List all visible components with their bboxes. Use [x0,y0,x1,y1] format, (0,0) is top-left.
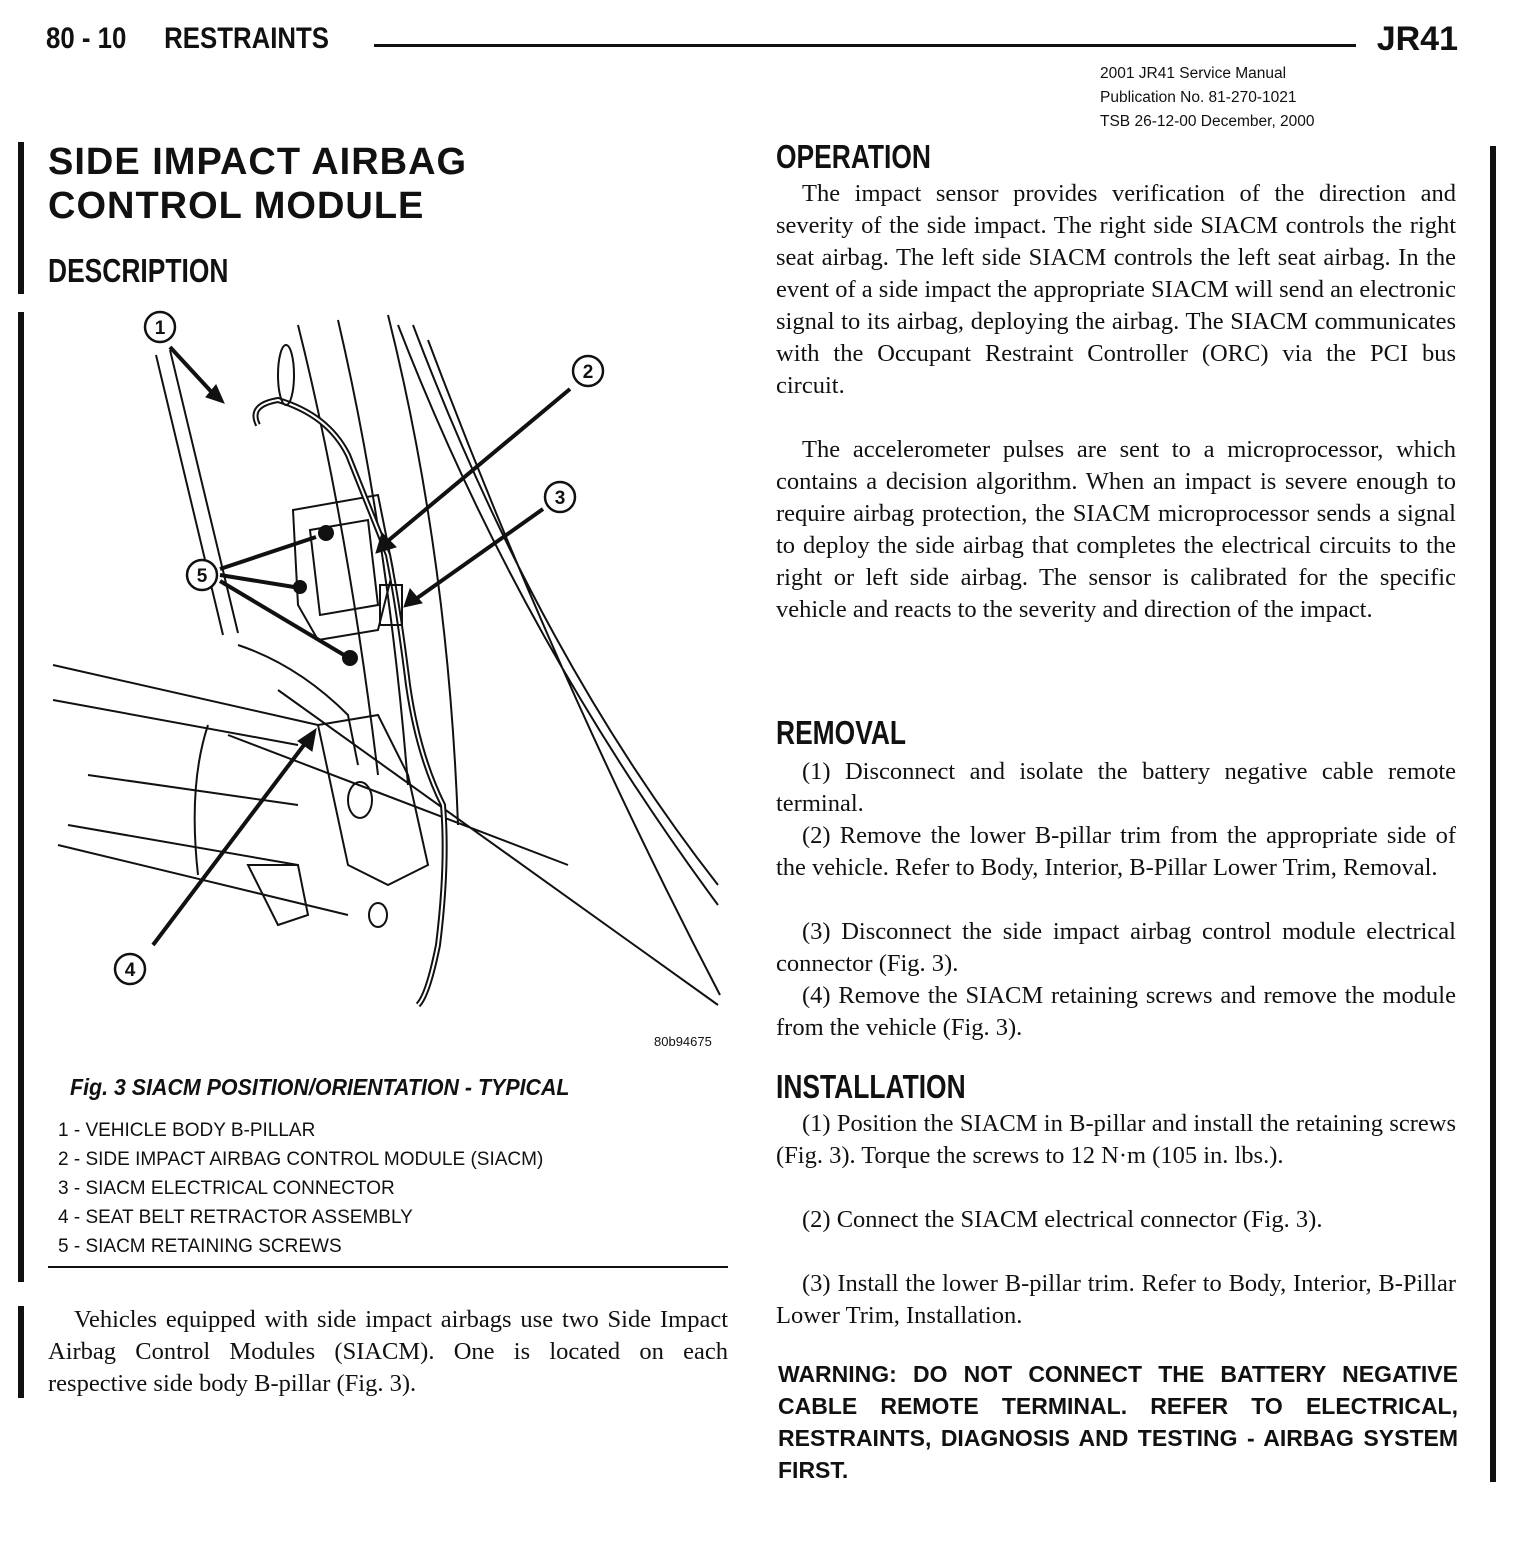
callout-5 [187,560,217,590]
pub-line: Publication No. 81-270-1021 [1100,89,1297,106]
installation-heading: INSTALLATION [776,1068,966,1105]
operation-paragraph: The accelerometer pulses are sent to a microprocessor, which contains a decision algorithm. When an impact is severe enough to require airbag protection, the SIACM microprocessor sends a signal to deploy the side airbag that completes the electrical circuits to the right or left side airbag. The sensor is calibrated for the specific vehicle and reacts to the severity and direction of the impact. [776,436,1456,623]
callout-label-2: 2 [582,362,594,383]
model-code: JR41 [1376,20,1458,58]
legend-item: 3 - SIACM ELECTRICAL CONNECTOR [58,1178,395,1199]
removal-step: (1) Disconnect and isolate the battery negative cable remote terminal. [776,758,1456,817]
callout-1 [145,312,175,342]
siacm-figure [48,305,738,1065]
removal-heading: REMOVAL [776,714,907,751]
figure-caption: Fig. 3 SIACM POSITION/ORIENTATION - TYPICAL [70,1074,570,1100]
page-number: 80 - 10 [46,22,127,55]
callout-label-5: 5 [196,566,208,587]
change-bar [18,312,24,1282]
header-rule [374,44,1356,47]
legend-rule [48,1266,728,1268]
removal-step: (2) Remove the lower B-pillar trim from the appropriate side of the vehicle. Refer to Body, Interior, B-Pillar Lower Trim, Removal. [776,822,1456,881]
wiring-harness [256,400,445,1005]
figure-code: 80b94675 [654,1034,712,1049]
operation-paragraph: The impact sensor provides verification of the direction and severity of the side impact. The right side SIACM controls the right seat airbag. The left side SIACM controls the left seat airbag. In the event of a side impact the appropriate SIACM will send an electronic signal to its airbag, deploying the airbag. The SIACM communicates with the Occupant Restraint Controller (ORC) via the PCI bus circuit. [776,180,1456,399]
description-text: Vehicles equipped with side impact airbags use two Side Impact Airbag Control Modules (SIACM). One is located on each respective side body B-pillar (Fig. 3). [48,1306,728,1397]
removal-step: (4) Remove the SIACM retaining screws and remove the module from the vehicle (Fig. 3). [776,982,1456,1041]
installation-step: (2) Connect the SIACM electrical connector (Fig. 3). [802,1206,1323,1233]
callout-2 [573,356,603,386]
pillar-slot [278,345,294,405]
title-line: SIDE IMPACT AIRBAG [48,141,468,183]
change-bar [1490,146,1496,1482]
callout-4 [115,954,145,984]
publication-info [1100,62,1315,134]
installation-step: (1) Position the SIACM in B-pillar and install the retaining screws (Fig. 3). Torque the screws to 12 N·m (105 in. lbs.). [776,1110,1456,1169]
callout-label-1: 1 [154,318,166,339]
figure-legend [58,1116,543,1261]
legend-item: 4 - SEAT BELT RETRACTOR ASSEMBLY [58,1207,413,1228]
bracket-hole [348,782,372,818]
legend-item: 2 - SIDE IMPACT AIRBAG CONTROL MODULE (SIACM) [58,1149,544,1170]
callout-label-3: 3 [554,488,566,509]
page-header-left [46,22,329,56]
bracket-hole [369,903,387,927]
callout-3 [545,482,575,512]
callout-label-4: 4 [124,960,136,981]
b-pillar-outline [156,315,720,995]
module-body [293,495,393,640]
description-heading: DESCRIPTION [48,252,229,289]
section-name: RESTRAINTS [164,22,330,55]
screw-shape [319,526,333,540]
installation-step: (3) Install the lower B-pillar trim. Refer to Body, Interior, B-Pillar Lower Trim, Installation. [776,1270,1456,1329]
removal-step: (3) Disconnect the side impact airbag control module electrical connector (Fig. 3). [776,918,1456,977]
page-title [48,140,467,228]
change-bar [18,142,24,294]
change-bar [18,1306,24,1398]
title-line: CONTROL MODULE [48,185,425,227]
pub-line: TSB 26-12-00 December, 2000 [1100,113,1315,130]
screw-shape [343,651,357,665]
legend-item: 1 - VEHICLE BODY B-PILLAR [58,1120,316,1141]
screw-shape [294,581,306,593]
wiring-harness-inner [256,400,445,1005]
pub-line: 2001 JR41 Service Manual [1100,65,1287,82]
warning-text: WARNING: DO NOT CONNECT THE BATTERY NEGATIVE CABLE REMOTE TERMINAL. REFER TO ELECTRICAL, RESTRAINTS, DIAGNOSIS AND TESTING - AIRBAG SYSTEM FIRST. [778,1361,1458,1483]
floor-lines [53,665,718,1005]
legend-item: 5 - SIACM RETAINING SCREWS [58,1236,342,1257]
operation-heading: OPERATION [776,138,931,175]
